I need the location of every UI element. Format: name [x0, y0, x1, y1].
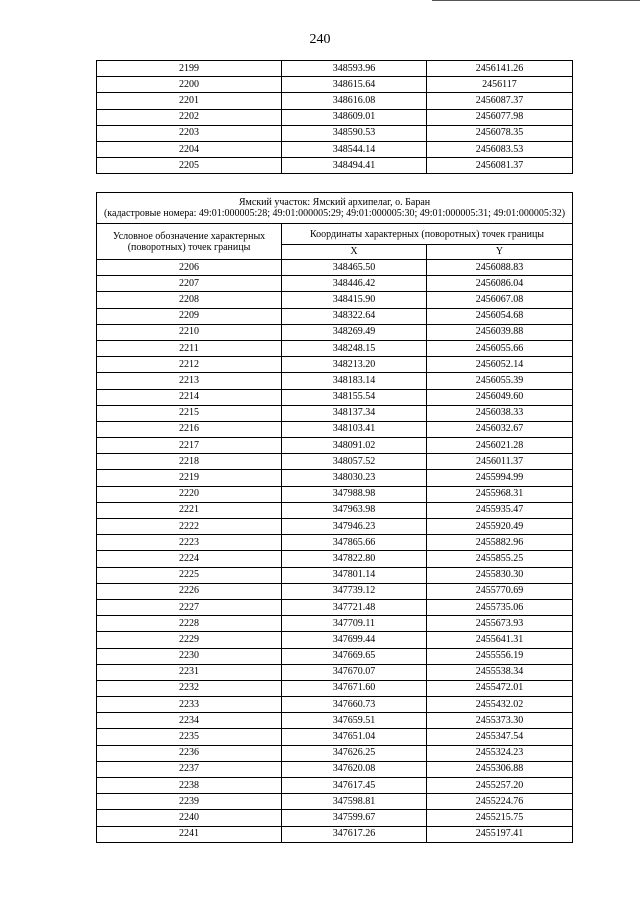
table-row [97, 389, 573, 405]
table-row [97, 680, 573, 696]
y-coordinate-cell: 2456141.26 [427, 61, 573, 77]
point-id-cell: 2234 [97, 713, 282, 729]
point-id-cell: 2202 [97, 109, 282, 125]
x-coordinate-cell: 348248.15 [282, 340, 427, 356]
table-row [97, 292, 573, 308]
table1-body [97, 61, 573, 174]
table-row [97, 535, 573, 551]
x-coordinate-cell: 348494.41 [282, 158, 427, 174]
point-id-cell: 2235 [97, 729, 282, 745]
point-id-cell: 2241 [97, 826, 282, 842]
x-coordinate-cell: 348415.90 [282, 292, 427, 308]
y-coordinate-cell: 2456038.33 [427, 405, 573, 421]
table-row [97, 141, 573, 157]
y-coordinate-cell: 2455855.25 [427, 551, 573, 567]
y-coordinate-cell: 2455673.93 [427, 616, 573, 632]
table-row [97, 616, 573, 632]
table-row [97, 340, 573, 356]
x-coordinate-cell: 347659.51 [282, 713, 427, 729]
table-row [97, 583, 573, 599]
x-coordinate-cell: 348544.14 [282, 141, 427, 157]
table-row [97, 761, 573, 777]
x-coordinate-cell: 348213.20 [282, 357, 427, 373]
table-row [97, 745, 573, 761]
point-id-cell: 2223 [97, 535, 282, 551]
y-coordinate-cell: 2455197.41 [427, 826, 573, 842]
x-coordinate-cell: 347620.08 [282, 761, 427, 777]
point-id-cell: 2239 [97, 794, 282, 810]
y-coordinate-cell: 2455556.19 [427, 648, 573, 664]
y-coordinate-cell: 2455257.20 [427, 778, 573, 794]
y-coordinate-cell: 2456055.39 [427, 373, 573, 389]
x-coordinate-cell: 347617.26 [282, 826, 427, 842]
y-coordinate-cell: 2456021.28 [427, 438, 573, 454]
y-coordinate-cell: 2456054.68 [427, 308, 573, 324]
point-id-cell: 2205 [97, 158, 282, 174]
table-row [97, 502, 573, 518]
table-title [97, 193, 573, 224]
header-y: Y [427, 245, 573, 260]
point-id-cell: 2224 [97, 551, 282, 567]
point-id-cell: 2226 [97, 583, 282, 599]
point-id-cell: 2213 [97, 373, 282, 389]
table-row [97, 454, 573, 470]
x-coordinate-cell: 348616.08 [282, 93, 427, 109]
y-coordinate-cell: 2455735.06 [427, 599, 573, 615]
x-coordinate-cell: 347988.98 [282, 486, 427, 502]
x-coordinate-cell: 347721.48 [282, 599, 427, 615]
y-coordinate-cell: 2455770.69 [427, 583, 573, 599]
y-coordinate-cell: 2455968.31 [427, 486, 573, 502]
point-id-cell: 2212 [97, 357, 282, 373]
table-row [97, 697, 573, 713]
y-coordinate-cell: 2456049.60 [427, 389, 573, 405]
y-coordinate-cell: 2456083.53 [427, 141, 573, 157]
table-row [97, 551, 573, 567]
point-id-cell: 2199 [97, 61, 282, 77]
point-id-cell: 2204 [97, 141, 282, 157]
y-coordinate-cell: 2456067.08 [427, 292, 573, 308]
x-coordinate-cell: 348091.02 [282, 438, 427, 454]
x-coordinate-cell: 347651.04 [282, 729, 427, 745]
table-row [97, 486, 573, 502]
point-id-cell: 2238 [97, 778, 282, 794]
point-id-cell: 2207 [97, 276, 282, 292]
y-coordinate-cell: 2455830.30 [427, 567, 573, 583]
table-row [97, 794, 573, 810]
x-coordinate-cell: 347865.66 [282, 535, 427, 551]
y-coordinate-cell: 2456086.04 [427, 276, 573, 292]
point-id-cell: 2228 [97, 616, 282, 632]
table-row [97, 729, 573, 745]
y-coordinate-cell: 2455324.23 [427, 745, 573, 761]
point-id-cell: 2221 [97, 502, 282, 518]
point-id-cell: 2209 [97, 308, 282, 324]
table-row [97, 470, 573, 486]
point-id-cell: 2214 [97, 389, 282, 405]
table-row [97, 61, 573, 77]
y-coordinate-cell: 2456052.14 [427, 357, 573, 373]
x-coordinate-cell: 348609.01 [282, 109, 427, 125]
table-row [97, 158, 573, 174]
y-coordinate-cell: 2456081.37 [427, 158, 573, 174]
y-coordinate-cell: 2455432.02 [427, 697, 573, 713]
y-coordinate-cell: 2455882.96 [427, 535, 573, 551]
table-row [97, 438, 573, 454]
table-row [97, 109, 573, 125]
y-coordinate-cell: 2455641.31 [427, 632, 573, 648]
coordinates-table-continued [96, 60, 573, 174]
x-coordinate-cell: 347626.25 [282, 745, 427, 761]
point-id-cell: 2222 [97, 519, 282, 535]
table-row [97, 405, 573, 421]
point-id-cell: 2208 [97, 292, 282, 308]
point-id-cell: 2236 [97, 745, 282, 761]
point-id-cell: 2230 [97, 648, 282, 664]
y-coordinate-cell: 2456088.83 [427, 260, 573, 276]
table-row [97, 421, 573, 437]
x-coordinate-cell: 347822.80 [282, 551, 427, 567]
y-coordinate-cell: 2456087.37 [427, 93, 573, 109]
point-id-cell: 2220 [97, 486, 282, 502]
x-coordinate-cell: 348183.14 [282, 373, 427, 389]
x-coordinate-cell: 348057.52 [282, 454, 427, 470]
table-row [97, 324, 573, 340]
x-coordinate-cell: 348030.23 [282, 470, 427, 486]
x-coordinate-cell: 348590.53 [282, 125, 427, 141]
x-coordinate-cell: 347660.73 [282, 697, 427, 713]
point-id-cell: 2229 [97, 632, 282, 648]
y-coordinate-cell: 2455215.75 [427, 810, 573, 826]
top-rule [432, 0, 640, 1]
y-coordinate-cell: 2455224.76 [427, 794, 573, 810]
point-id-cell: 2216 [97, 421, 282, 437]
table-row [97, 357, 573, 373]
x-coordinate-cell: 347709.11 [282, 616, 427, 632]
point-id-cell: 2231 [97, 664, 282, 680]
point-id-cell: 2217 [97, 438, 282, 454]
x-coordinate-cell: 348593.96 [282, 61, 427, 77]
y-coordinate-cell: 2456055.66 [427, 340, 573, 356]
table-row [97, 713, 573, 729]
table-row [97, 810, 573, 826]
table-row [97, 308, 573, 324]
point-id-cell: 2233 [97, 697, 282, 713]
point-id-cell: 2232 [97, 680, 282, 696]
x-coordinate-cell: 347946.23 [282, 519, 427, 535]
table-row [97, 778, 573, 794]
point-id-cell: 2200 [97, 77, 282, 93]
header-point-label: Условное обозначение характерных (поворотных) точек границы [97, 224, 282, 260]
x-coordinate-cell: 347699.44 [282, 632, 427, 648]
table-row [97, 373, 573, 389]
point-id-cell: 2219 [97, 470, 282, 486]
table-row [97, 125, 573, 141]
x-coordinate-cell: 347671.60 [282, 680, 427, 696]
point-id-cell: 2237 [97, 761, 282, 777]
table-row [97, 77, 573, 93]
x-coordinate-cell: 348155.54 [282, 389, 427, 405]
point-id-cell: 2227 [97, 599, 282, 615]
x-coordinate-cell: 347599.67 [282, 810, 427, 826]
point-id-cell: 2201 [97, 93, 282, 109]
x-coordinate-cell: 348322.64 [282, 308, 427, 324]
x-coordinate-cell: 347598.81 [282, 794, 427, 810]
y-coordinate-cell: 2456117 [427, 77, 573, 93]
table-row [97, 648, 573, 664]
y-coordinate-cell: 2456011.37 [427, 454, 573, 470]
y-coordinate-cell: 2455920.49 [427, 519, 573, 535]
x-coordinate-cell: 348615.64 [282, 77, 427, 93]
x-coordinate-cell: 348103.41 [282, 421, 427, 437]
header-x: X [282, 245, 427, 260]
coordinates-table-baran [96, 192, 573, 843]
table-row [97, 567, 573, 583]
header-coordinates-label: Координаты характерных (поворотных) точек границы [282, 224, 573, 245]
y-coordinate-cell: 2455994.99 [427, 470, 573, 486]
x-coordinate-cell: 347801.14 [282, 567, 427, 583]
y-coordinate-cell: 2456078.35 [427, 125, 573, 141]
table-row [97, 599, 573, 615]
table-row [97, 276, 573, 292]
table-title-line2: (кадастровые номера: 49:01:000005:28; 49:01:000005:29; 49:01:000005:30; 49:01:000005:31; 49:01:000005:32) [103, 208, 566, 219]
point-id-cell: 2210 [97, 324, 282, 340]
x-coordinate-cell: 348446.42 [282, 276, 427, 292]
table-row [97, 93, 573, 109]
y-coordinate-cell: 2455306.88 [427, 761, 573, 777]
table-row [97, 632, 573, 648]
x-coordinate-cell: 348465.50 [282, 260, 427, 276]
table-row [97, 664, 573, 680]
x-coordinate-cell: 348137.34 [282, 405, 427, 421]
table-title-line1: Ямский участок: Ямский архипелаг, о. Баран [238, 197, 431, 208]
y-coordinate-cell: 2456032.67 [427, 421, 573, 437]
x-coordinate-cell: 347617.45 [282, 778, 427, 794]
point-id-cell: 2215 [97, 405, 282, 421]
y-coordinate-cell: 2455373.30 [427, 713, 573, 729]
y-coordinate-cell: 2455347.54 [427, 729, 573, 745]
x-coordinate-cell: 347669.65 [282, 648, 427, 664]
page-number: 240 [309, 32, 331, 47]
point-id-cell: 2203 [97, 125, 282, 141]
y-coordinate-cell: 2455472.01 [427, 680, 573, 696]
point-id-cell: 2206 [97, 260, 282, 276]
x-coordinate-cell: 348269.49 [282, 324, 427, 340]
x-coordinate-cell: 347963.98 [282, 502, 427, 518]
table-row [97, 826, 573, 842]
y-coordinate-cell: 2456039.88 [427, 324, 573, 340]
table2-body [97, 260, 573, 843]
point-id-cell: 2240 [97, 810, 282, 826]
point-id-cell: 2225 [97, 567, 282, 583]
y-coordinate-cell: 2455538.34 [427, 664, 573, 680]
point-id-cell: 2218 [97, 454, 282, 470]
point-id-cell: 2211 [97, 340, 282, 356]
x-coordinate-cell: 347670.07 [282, 664, 427, 680]
y-coordinate-cell: 2456077.98 [427, 109, 573, 125]
table-row [97, 519, 573, 535]
y-coordinate-cell: 2455935.47 [427, 502, 573, 518]
x-coordinate-cell: 347739.12 [282, 583, 427, 599]
table-row [97, 260, 573, 276]
